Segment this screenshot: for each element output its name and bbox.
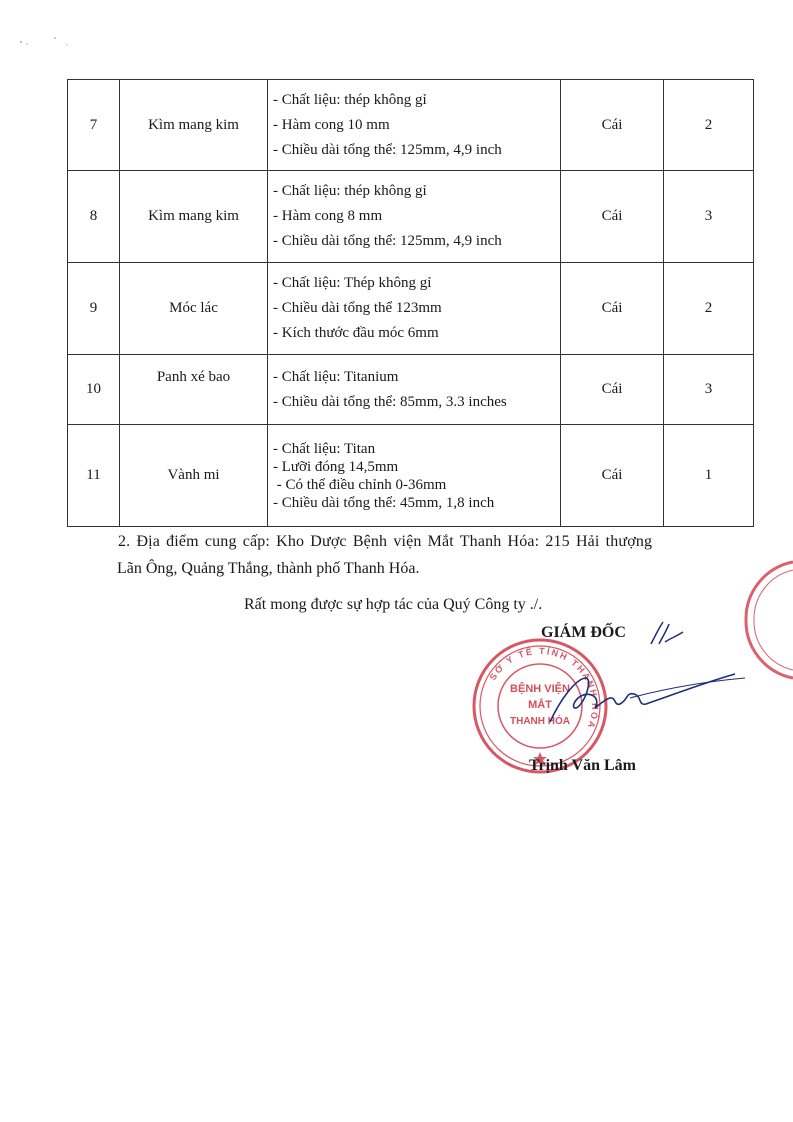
spec-line: - Hàm cong 8 mm bbox=[273, 208, 383, 224]
cell-item-specs bbox=[268, 263, 561, 355]
scan-specks bbox=[15, 30, 75, 50]
margin-stamp-fragment bbox=[740, 560, 793, 680]
cell-unit: Cái bbox=[561, 80, 664, 171]
spec-line: - Hàm cong 10 mm bbox=[273, 116, 390, 133]
cell-quantity: 3 bbox=[664, 171, 754, 263]
spec-line: - Chiều dài tổng thể: 85mm, 3.3 inches bbox=[273, 393, 507, 410]
spec-line: - Chất liệu: Thép không gỉ bbox=[273, 275, 432, 291]
cell-quantity: 2 bbox=[664, 80, 754, 171]
spec-line: - Chất liệu: Titan bbox=[273, 440, 376, 457]
delivery-location-line1: 2. Địa điểm cung cấp: Kho Dược Bệnh viện Mắt Thanh Hóa: 215 Hải thượng bbox=[118, 533, 653, 550]
cell-item-number: 11 bbox=[68, 425, 120, 527]
spec-line: - Chất liệu: thép không gỉ bbox=[273, 183, 427, 199]
initial-mark bbox=[645, 618, 685, 648]
spec-line: - Chất liệu: Titanium bbox=[273, 368, 399, 385]
cell-item-name: Kìm mang kim bbox=[120, 80, 268, 171]
spec-line: - Chiều dài tổng thể: 125mm, 4,9 inch bbox=[273, 233, 502, 249]
spec-line: - Có thể điều chỉnh 0-36mm bbox=[273, 476, 447, 493]
cell-item-number: 9 bbox=[68, 263, 120, 355]
cell-item-specs bbox=[268, 80, 561, 171]
cell-item-number: 7 bbox=[68, 80, 120, 171]
spec-line: - Chiều dài tổng thể 123mm bbox=[273, 300, 442, 316]
spec-line: - Chất liệu: thép không gỉ bbox=[273, 91, 427, 108]
cell-quantity: 3 bbox=[664, 355, 754, 425]
spec-line: - Lưỡi đóng 14,5mm bbox=[273, 458, 399, 475]
cell-unit: Cái bbox=[561, 263, 664, 355]
director-title: GIÁM ĐỐC bbox=[541, 624, 626, 641]
cell-quantity: 2 bbox=[664, 263, 754, 355]
closing-text: Rất mong được sự hợp tác của Quý Công ty ./. bbox=[244, 596, 543, 613]
stamp-line2: MẮT bbox=[528, 699, 552, 711]
cell-unit: Cái bbox=[561, 425, 664, 527]
cell-item-specs bbox=[268, 355, 561, 425]
cell-item-name: Vành mi bbox=[120, 425, 268, 527]
director-name: Trịnh Văn Lâm bbox=[529, 757, 636, 774]
table-body bbox=[68, 80, 754, 527]
spec-line: - Kích thước đầu móc 6mm bbox=[273, 325, 439, 341]
cell-quantity: 1 bbox=[664, 425, 754, 527]
cell-item-name: Panh xé bao bbox=[120, 355, 268, 425]
cell-item-name: Móc lác bbox=[120, 263, 268, 355]
cell-unit: Cái bbox=[561, 355, 664, 425]
cell-item-name: Kìm mang kim bbox=[120, 171, 268, 263]
cell-unit: Cái bbox=[561, 171, 664, 263]
cell-item-specs bbox=[268, 425, 561, 527]
cell-item-specs bbox=[268, 171, 561, 263]
spec-line: - Chiều dài tổng thể: 125mm, 4,9 inch bbox=[273, 141, 502, 158]
table-row bbox=[68, 80, 754, 171]
table-row bbox=[68, 355, 754, 425]
table-row bbox=[68, 263, 754, 355]
table-row bbox=[68, 425, 754, 527]
delivery-location-line2: Lãn Ông, Quảng Thắng, thành phố Thanh Hóa. bbox=[117, 560, 420, 577]
stamp-line3: THANH HÓA bbox=[510, 716, 570, 727]
equipment-table bbox=[67, 79, 754, 527]
stamp-line1: BỆNH VIỆN bbox=[510, 683, 570, 695]
stamp-ring-text: SỞ Y TẾ TỈNH THANH HÓA bbox=[487, 645, 601, 732]
spec-line: - Chiều dài tổng thể: 45mm, 1,8 inch bbox=[273, 494, 495, 511]
handwritten-signature bbox=[530, 660, 750, 730]
cell-item-number: 10 bbox=[68, 355, 120, 425]
cell-item-number: 8 bbox=[68, 171, 120, 263]
table-row bbox=[68, 171, 754, 263]
